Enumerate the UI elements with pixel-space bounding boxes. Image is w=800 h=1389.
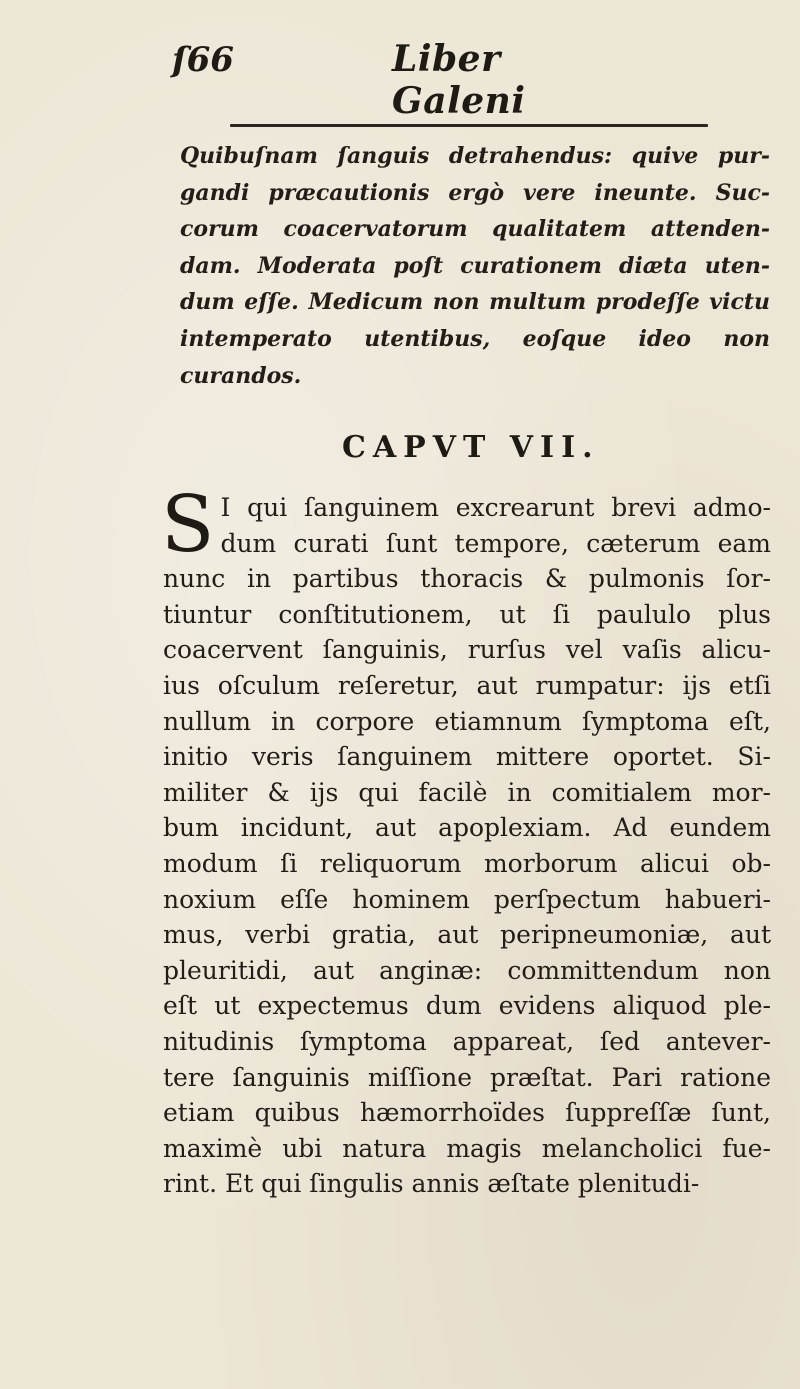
chapter-summary: Quibuſnam ſanguis detrahendus: quive pur-gandi præcautionis ergò vere ineunte. Suc-corum coacervatorum qualitatem attenden-dam. Moderata poſt curationem diæta uten-dum eſſe. Medicum non multum prodeſſe victu intemperato utentibus, eoſque ideo non curandos. [180, 143, 770, 389]
text-line: dum curati ſunt tempore, cæterum eam [220, 528, 771, 558]
text-line: mus, verbi gratia, aut peripneumoniæ, aut [163, 920, 771, 950]
chapter-heading: CAPVT VII. [342, 430, 600, 465]
text-line: nullum in corpore etiamnum ſymptoma eſt, [163, 706, 771, 736]
running-title: Liber Galeni [392, 38, 526, 122]
text-line: nunc in partibus thoracis & pulmonis ſor- [163, 564, 771, 594]
text-line: eſt ut expectemus dum evidens aliquod ple- [163, 991, 771, 1021]
body-text [161, 480, 771, 1202]
text-line: coacervent ſanguinis, rurſus vel vaſis alicu- [163, 635, 771, 665]
running-head [160, 30, 620, 122]
text-line: rint. Et qui ſingulis annis æſtate plenitudi- [163, 1169, 700, 1199]
text-line: bum incidunt, aut apoplexiam. Ad eundem [163, 813, 771, 843]
page-number: ſ66 [172, 40, 234, 80]
text-line: maximè ubi natura magis melancholici fue- [163, 1133, 771, 1163]
text-line: pleuritidi, aut anginæ: committendum non [163, 955, 771, 985]
text-line: modum ſi reliquorum morborum alicui ob- [163, 848, 771, 878]
text-line: initio veris ſanguinem mittere oportet. Si- [163, 742, 771, 772]
text-line: nitudinis ſymptoma appareat, ſed antever- [163, 1026, 771, 1056]
text-line: etiam quibus hæmorrhoïdes ſuppreſſæ ſunt, [163, 1098, 771, 1128]
header-rule [230, 124, 708, 127]
text-line: tiuntur conſtitutionem, ut ſi paululo plus [163, 599, 771, 629]
text-line: militer & ijs qui facilè in comitialem mor- [163, 777, 771, 807]
drop-capital: S [161, 480, 215, 570]
text-line: tere ſanguinis miſſione præſtat. Pari ratione [163, 1062, 771, 1092]
text-line: I qui ſanguinem excrearunt brevi admo- [220, 493, 771, 522]
text-line: noxium eſſe hominem perſpectum habueri- [163, 884, 771, 914]
text-line: ius oſculum reſeretur, aut rumpatur: ijs etſi [163, 670, 771, 700]
